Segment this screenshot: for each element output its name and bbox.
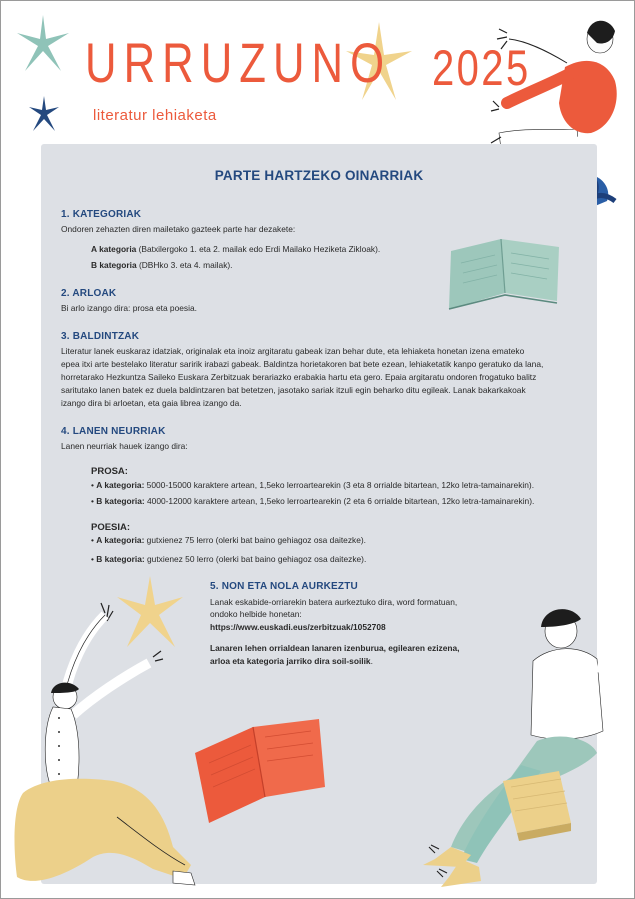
prosa-heading: PROSA: bbox=[91, 466, 128, 477]
poesia-item-b-label: B kategoria: bbox=[96, 554, 145, 564]
baldintzak-line-2: epea itxi arte bestelako literatur saririk irabazi gabeak. Baldintza horietakoren bat bete ezean, lehiaketatik kanpo geratuko da lana, bbox=[61, 359, 544, 369]
teal-star-icon bbox=[13, 13, 73, 75]
section-heading-baldintzak: 3. BALDINTZAK bbox=[61, 331, 140, 342]
bullet-icon: • bbox=[91, 496, 94, 506]
red-book-illustration bbox=[191, 713, 327, 825]
kategoriak-item-a bbox=[91, 243, 380, 256]
poster-year: 2025 bbox=[432, 40, 531, 96]
section-heading-arloak: 2. ARLOAK bbox=[61, 288, 117, 299]
aurkeztu-end-dot: . bbox=[370, 656, 373, 666]
kategoriak-item-a-label: A kategoria bbox=[91, 244, 137, 254]
baldintzak-line-3: horretarako Hezkuntza Saileko Euskara Zerbitzuak berariazko erabakia hartu eta gero. Epaia argitaratu ondoren frogatuko balitz bbox=[61, 372, 537, 382]
prosa-item-a bbox=[91, 479, 534, 492]
teal-book-illustration bbox=[441, 233, 567, 317]
baldintzak-line-4: saritutako lanen batek ez duela baldintzaren bat betetzen, jasotako sariak itzuli egin beharko ditu egileak. Lanak bakarkakoak bbox=[61, 385, 526, 395]
prosa-item-b-text: 4000-12000 karaktere artean, 1,5eko lerroartearekin (2 eta 6 orrialde bitartean, 12ko letra-tamainarekin). bbox=[144, 496, 535, 506]
kategoriak-item-b-label: B kategoria bbox=[91, 260, 137, 270]
navy-star-icon bbox=[27, 95, 61, 133]
section-heading-kategoriak: 1. KATEGORIAK bbox=[61, 209, 142, 220]
prosa-item-b bbox=[91, 495, 534, 508]
prosa-item-a-label: A kategoria: bbox=[96, 480, 145, 490]
neurriak-intro: Lanen neurriak hauek izango dira: bbox=[61, 441, 188, 451]
document-title: PARTE HARTZEKO OINARRIAK bbox=[214, 168, 424, 183]
poesia-item-a-text: gutxienez 75 lerro (olerki bat baino gehiagoz osa daitezke). bbox=[144, 535, 366, 545]
baldintzak-line-1: Literatur lanek euskaraz idatziak, originalak eta inoiz argitaratu gabeak izan behar dute, eta lehiaketa honetan izena emateko bbox=[61, 346, 525, 356]
kategoriak-item-b-text: (DBHko 3. eta 4. mailak). bbox=[136, 260, 233, 270]
kategoriak-intro: Ondoren zehazten diren mailetako gazteek parte har dezakete: bbox=[61, 224, 296, 234]
section-heading-aurkeztu: 5. NON ETA NOLA AURKEZTU bbox=[210, 581, 358, 592]
kategoriak-item-b bbox=[91, 259, 233, 272]
bullet-icon: • bbox=[91, 480, 94, 490]
arloak-text: Bi arlo izango dira: prosa eta poesia. bbox=[61, 303, 197, 313]
kategoriak-item-a-text: (Batxilergoko 1. eta 2. mailak edo Erdi Mailako Heziketa Zikloak). bbox=[136, 244, 381, 254]
poesia-item-a bbox=[91, 534, 366, 547]
aurkeztu-url-link[interactable]: https://www.euskadi.eus/zerbitzuak/1052708 bbox=[210, 622, 386, 632]
aurkeztu-line-2: ondoko helbide honetan: bbox=[210, 609, 302, 619]
poesia-heading: POESIA: bbox=[91, 522, 131, 533]
aurkeztu-bold-line-2 bbox=[210, 655, 373, 668]
aurkeztu-bold-line-2-text: arloa eta kategoria jarriko dira soil-soilik bbox=[210, 656, 371, 666]
bullet-icon: • bbox=[91, 535, 94, 545]
poesia-item-b-text: gutxienez 50 lerro (olerki bat baino gehiagoz osa daitezke). bbox=[144, 554, 367, 564]
sitting-figure-left-illustration bbox=[13, 597, 213, 897]
baldintzak-line-5: izango dira bi arloetan, eta gaia librea izango da. bbox=[61, 398, 242, 408]
bullet-icon: • bbox=[91, 554, 94, 564]
section-heading-neurriak: 4. LANEN NEURRIAK bbox=[61, 426, 166, 437]
poesia-item-b bbox=[91, 553, 366, 566]
poster-subtitle: literatur lehiaketa bbox=[93, 107, 217, 124]
aurkeztu-bold-line-1: Lanaren lehen orrialdean lanaren izenburua, egilearen ezizena, bbox=[210, 643, 460, 653]
prosa-item-a-text: 5000-15000 karaktere artean, 1,5eko lerroartearekin (3 eta 8 orrialde bitartean, 12ko letra-tamainarekin). bbox=[144, 480, 535, 490]
poster-title: URRUZUNO bbox=[85, 31, 392, 94]
aurkeztu-line-1: Lanak eskabide-orriarekin batera aurkeztuko dira, word formatuan, bbox=[210, 597, 458, 607]
poesia-item-a-label: A kategoria: bbox=[96, 535, 145, 545]
prosa-item-b-label: B kategoria: bbox=[96, 496, 145, 506]
